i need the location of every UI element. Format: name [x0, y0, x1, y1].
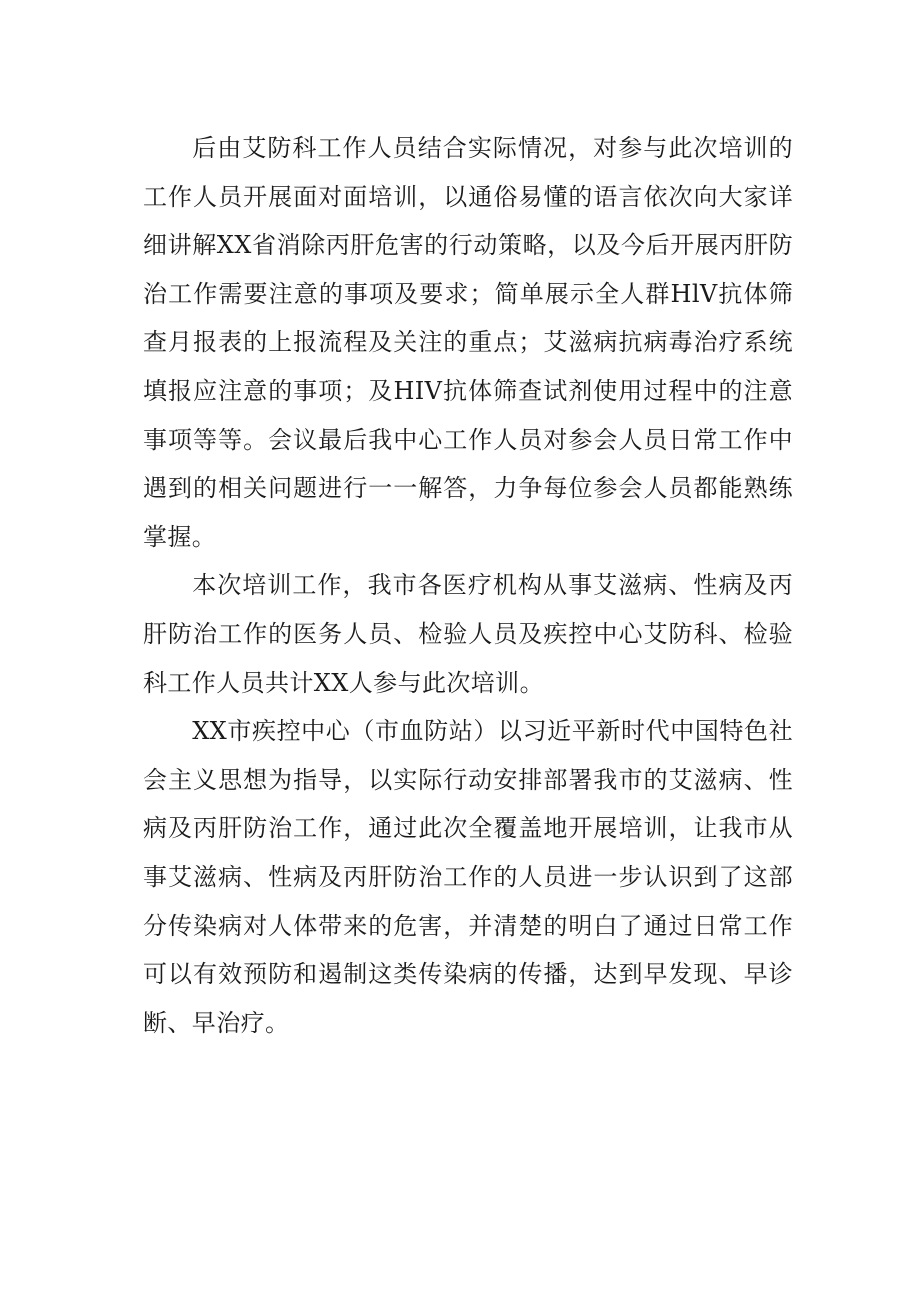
paragraph-training-content: 后由艾防科工作人员结合实际情况，对参与此次培训的工作人员开展面对面培训，以通俗易懂的语言依次向大家详细讲解XX省消除丙肝危害的行动策略，以及今后开展丙肝防治工作需要注意的事项及要求；简单展示全人群HlV抗体筛查月报表的上报流程及关注的重点；艾滋病抗病毒治疗系统填报应注意的事项；及HIV抗体筛查试剂使用过程中的注意事项等等。会议最后我中心工作人员对参会人员日常工作中遇到的相关问题进行一一解答，力争每位参会人员都能熟练掌握。	[143, 134, 793, 551]
paragraph-participants: 本次培训工作，我市各医疗机构从事艾滋病、性病及丙肝防治工作的医务人员、检验人员及疾控中心艾防科、检验科工作人员共计XX人参与此次培训。	[143, 571, 793, 697]
document-body	[143, 124, 793, 1047]
paragraph-summary: XX市疾控中心（市血防站）以习近平新时代中国特色社会主义思想为指导，以实际行动安排部署我市的艾滋病、性病及丙肝防治工作，通过此次全覆盖地开展培训，让我市从事艾滋病、性病及丙肝防治工作的人员进一步认识到了这部分传染病对人体带来的危害，并清楚的明白了通过日常工作可以有效预防和遏制这类传染病的传播，达到早发现、早诊断、早治疗。	[143, 717, 793, 1037]
